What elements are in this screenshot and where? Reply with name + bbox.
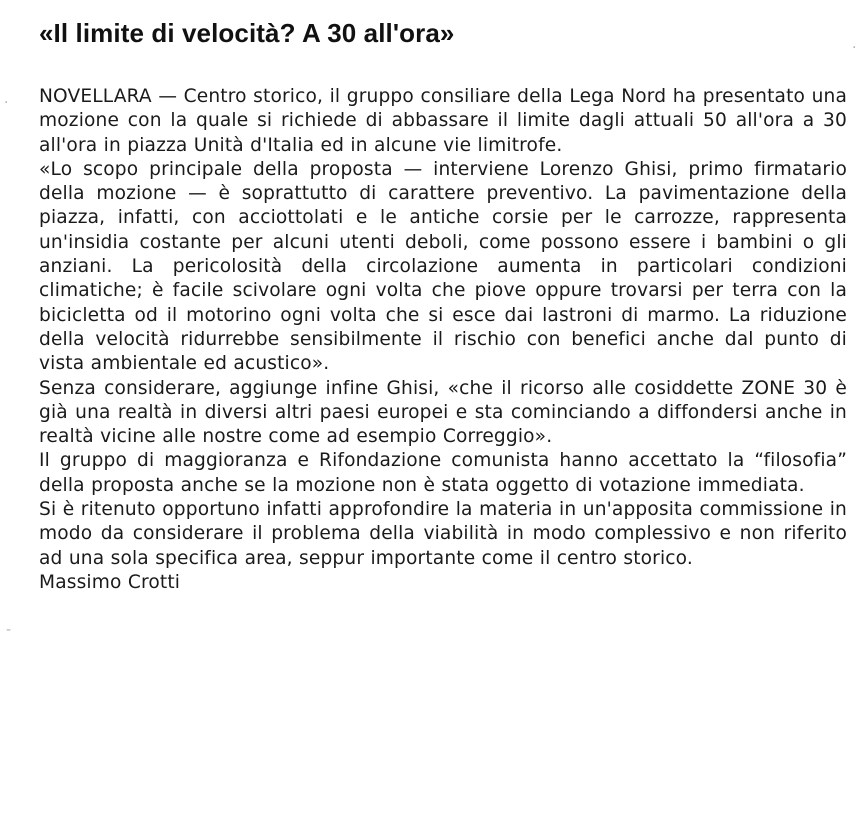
scan-mark-left-dash: - bbox=[6, 622, 12, 638]
article-paragraph-2: «Lo scopo principale della proposta — interviene Lorenzo Ghisi, primo firmatario della mozione — è soprattutto di carattere preventivo. La pavimentazione della piazza, infatti, con acciottolati e le antiche corsie per le carrozze, rappresenta un'insidia costante per alcuni utenti deboli, come possono essere i bambini o gli anziani. La pericolosità della circolazione aumenta in particolari condizioni climatiche; è facile scivolare ogni volta che piove oppure trovarsi per terra con la bicicletta od il motorino ogni volta che si esce dai lastroni di marmo. La riduzione della velocità ridurrebbe sensibilmente il rischio con benefici anche dal punto di vista ambientale ed acustico». bbox=[39, 158, 847, 375]
article-paragraph-3: Senza considerare, aggiunge infine Ghisi, «che il ricorso alle cosiddette ZONE 30 è già una realtà in diversi altri paesi europei e sta cominciando a diffondersi anche in realtà vicine alle nostre come ad esempio Correggio». bbox=[39, 377, 847, 448]
article-paragraph-1: NOVELLARA — Centro storico, il gruppo consiliare della Lega Nord ha presentato una mozione con la quale si richiede di abbassare il limite dagli attuali 50 all'ora a 30 all'ora in piazza Unità d'Italia ed in alcune vie limitrofe. bbox=[39, 86, 847, 156]
article-paragraph-5: Si è ritenuto opportuno infatti approfondire la materia in un'apposita commissione in modo da considerare il problema della viabilità in modo complessivo e non riferito ad una sola specifica area, seppur importante come il centro storico. bbox=[39, 499, 847, 569]
article-paragraph-4: Il gruppo di maggioranza e Rifondazione comunista hanno accettato la “filosofia” della proposta anche se la mozione non è stata oggetto di votazione immediata. bbox=[39, 450, 847, 496]
scan-mark-right: · bbox=[852, 40, 857, 56]
scan-mark-left: · bbox=[4, 95, 9, 111]
article-headline: «Il limite di velocità? A 30 all'ora» bbox=[39, 18, 455, 48]
news-article bbox=[39, 0, 847, 595]
article-body bbox=[39, 85, 847, 595]
article-byline: Massimo Crotti bbox=[39, 571, 181, 593]
